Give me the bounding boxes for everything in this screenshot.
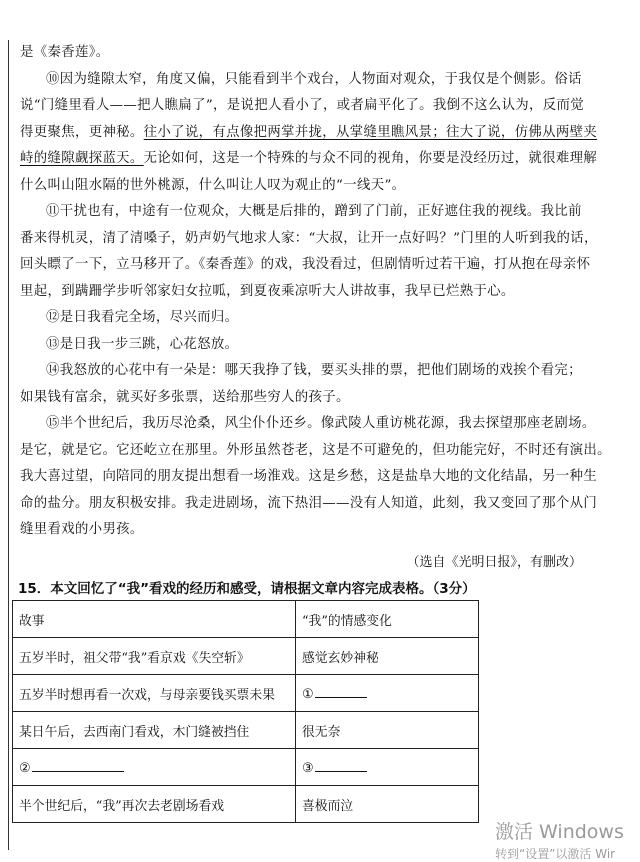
- article-line: [20, 495, 597, 513]
- article-line: [20, 283, 515, 301]
- line-text: ⑮半个世纪后，我历尽沧桑，风尘仆仆还乡。像武陵人重访桃花源，我去探望那座老剧场。: [46, 416, 596, 431]
- feeling-cell[interactable]: [296, 749, 479, 786]
- article-line: [46, 362, 582, 380]
- activate-windows-watermark: 激活 Windows: [495, 821, 624, 843]
- line-text: ⑭我怒放的心花中有一朵是：哪天我挣了钱，要买头排的票，把他们剧场的戏挨个看完；: [46, 363, 582, 378]
- article-line: [20, 230, 598, 248]
- answer-table: [12, 600, 479, 823]
- article-line: [20, 97, 584, 115]
- article-line: [20, 177, 405, 195]
- article-line: [20, 150, 597, 168]
- story-cell: 半个世纪后，“我”再次去老剧场看戏: [13, 786, 296, 823]
- table-header-row: [13, 601, 479, 638]
- line-text: ⑬是日我一步三跳，心花怒放。: [46, 336, 239, 352]
- left-margin-rule: [8, 40, 9, 850]
- feeling-cell: 喜极而泣: [296, 786, 479, 823]
- article-line: [46, 415, 596, 433]
- question-15: 15．本文回忆了“我”看戏的经历和感受，请根据文章内容完成表格。（3分）: [18, 581, 476, 597]
- table-row: [13, 786, 479, 823]
- feeling-cell: 感觉玄妙神秘: [296, 638, 479, 675]
- line-text: 是《秦香莲》。: [20, 45, 110, 60]
- line-text: 说“门缝里看人——把人瞧扁了”，是说把人看小了，或者扁平化了。我倒不这么认为，反而觉: [20, 98, 585, 113]
- underlined-sentence: 峙的缝隙觑探蓝天。: [20, 151, 144, 166]
- story-cell: 五岁半时，祖父带“我”看京戏《失空斩》: [13, 638, 296, 675]
- article-line: [20, 468, 597, 486]
- line-text: 无论如何，这是一个特殊的与众不同的视角，你要是没经历过，就很难理解: [143, 151, 598, 166]
- feeling-cell: 很无奈: [296, 712, 479, 749]
- answer-blank-1[interactable]: [315, 685, 367, 698]
- story-cell: 某日午后，去西南门看戏，木门缝被挡住: [13, 712, 296, 749]
- article-line: [20, 442, 611, 460]
- article-line: [20, 389, 350, 407]
- article-line: [46, 309, 238, 327]
- answer-blank-3[interactable]: [315, 759, 367, 772]
- article-line: [46, 203, 582, 221]
- blank-marker-1: ①: [302, 686, 314, 702]
- article-line: [46, 336, 238, 354]
- line-text: 如果钱有富余，就买好多张票，送给那些穷人的孩子。: [20, 389, 350, 405]
- line-text: 是它，就是它。它还屹立在那里。外形虽然苍老，这是不可避免的，但功能完好，不时还有演出。: [20, 442, 611, 458]
- story-cell: 五岁半时想再看一次戏，与母亲要钱买票未果: [13, 675, 296, 712]
- article-line: [20, 521, 144, 539]
- line-text: 我大喜过望，向陪同的朋友提出想看一场淮戏。这是乡愁，这是盐阜大地的文化结晶，另一种生: [20, 469, 598, 484]
- table-row: [13, 638, 479, 675]
- table-row: [13, 675, 479, 712]
- line-text: 番来得机灵，清了清嗓子，奶声奶气地求人家：“大叔，让开一点好吗？”门里的人听到我的话，: [20, 230, 598, 246]
- activate-windows-hint: 转到“设置”以激活 Wir: [495, 847, 616, 861]
- article-line: [46, 71, 582, 89]
- header-story: 故事: [13, 601, 296, 638]
- line-text: ⑩因为缝隙太窄，角度又偏，只能看到半个戏台，人物面对观众，于我仅是个侧影。俗话: [46, 71, 582, 87]
- blank-marker-3: ③: [302, 760, 314, 776]
- line-text: 得更聚焦，更神秘。: [20, 124, 144, 140]
- line-text: 命的盐分。朋友积极安排。我走进剧场，流下热泪——没有人知道，此刻，我又变回了那个从门: [20, 495, 598, 511]
- underlined-sentence: 往小了说，有点像把两掌并拢，从掌缝里瞧风景；往大了说，仿佛从两壁夹: [143, 124, 598, 140]
- answer-blank-2[interactable]: [32, 759, 124, 772]
- article-line: [20, 44, 109, 62]
- story-cell[interactable]: [13, 749, 296, 786]
- table-row: [13, 712, 479, 749]
- line-text: 里起，到蹒跚学步听邻家妇女拉呱，到夏夜乘凉听大人讲故事，我早已烂熟于心。: [20, 283, 515, 299]
- blank-marker-2: ②: [19, 760, 31, 776]
- line-text: 什么叫山阻水隔的世外桃源，什么叫让人叹为观止的“一线天”。: [20, 177, 406, 193]
- line-text: 缝里看戏的小男孩。: [20, 522, 144, 537]
- article-source: （选自《光明日报》，有删改）: [406, 555, 582, 570]
- line-text: 回头瞟了一下，立马移开了。《秦香莲》的戏，我没看过，但剧情听过若干遍，打从抱在母亲怀: [20, 257, 591, 272]
- feeling-cell[interactable]: [296, 675, 479, 712]
- header-feeling: “我”的情感变化: [296, 601, 479, 638]
- article-line: [20, 256, 590, 274]
- line-text: ⑫是日我看完全场，尽兴而归。: [46, 310, 239, 325]
- table-row: [13, 749, 479, 786]
- article-line: [20, 124, 597, 142]
- line-text: ⑪干扰也有，中途有一位观众，大概是后排的，蹭到了门前，正好遮住我的视线。我比前: [46, 204, 582, 219]
